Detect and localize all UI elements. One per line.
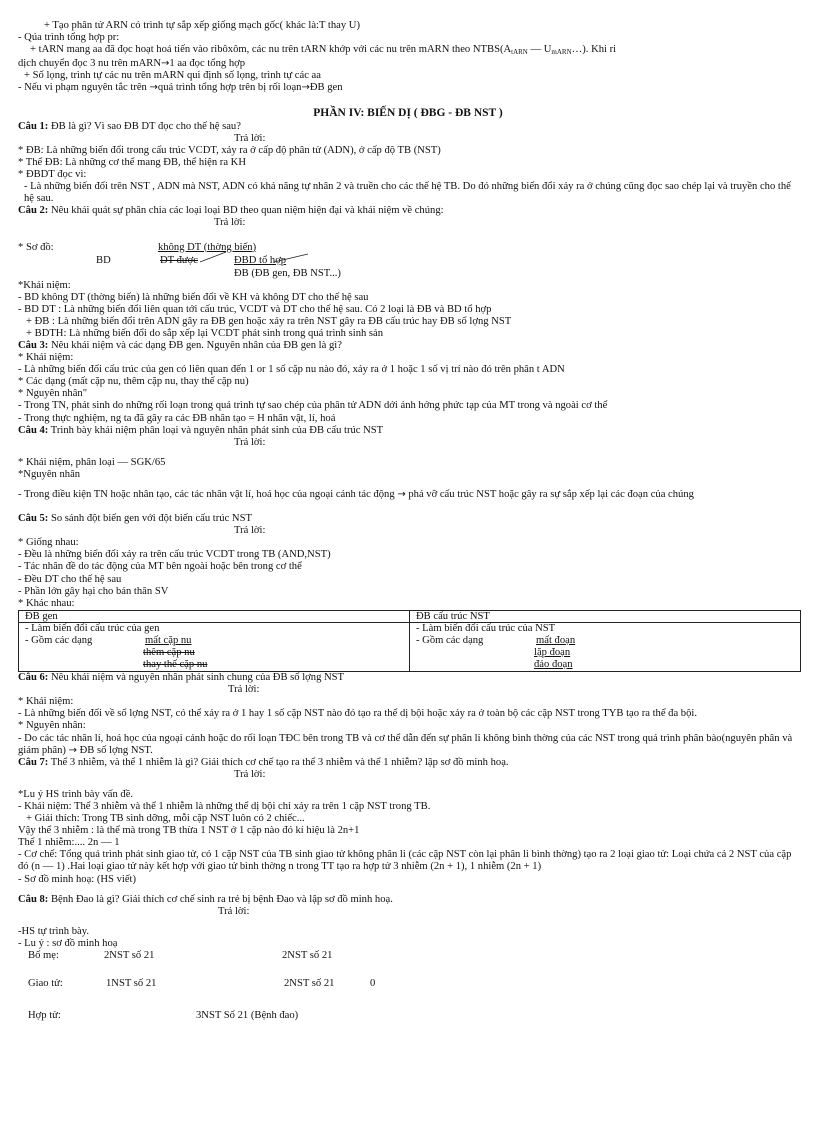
text-line: - Là những biến đổi cấu trúc của gen có liên quan đến 1 or 1 số cặp nu nào đó, xảy ra ở 1 hoặc 1 số vị trí nào đó trên phân t ADN bbox=[18, 364, 565, 376]
text-line: * ĐB: Là những biến đổi trong cấu trúc VCDT, xảy ra ở cấp độ phân tử (ADN), ở cấp độ TB (NST) bbox=[18, 144, 441, 156]
text-line: - Lu ý : sơ đồ minh hoạ bbox=[18, 937, 118, 949]
answer-heading: Trả lời: bbox=[218, 905, 250, 917]
answer-heading: Trả lời: bbox=[214, 217, 246, 229]
text-line: - Trong thực nghiệm, ng ta đã gây ra các ĐB nhân tạo = H nhân vật, lí, hoá bbox=[18, 412, 336, 424]
text-line: * Khái niệm: bbox=[18, 696, 74, 708]
text-line: * Thể ĐB: Là những cơ thể mang ĐB, thể hiện ra KH bbox=[18, 156, 246, 168]
table-cell-line: - Làm biến đổi cấu trúc của gen bbox=[25, 623, 160, 635]
text-paragraph: - Cơ chế: Tổng quá trình phát sinh giao tử, có 1 cặp NST của TB sinh giao tử không phân li (các cặp NST còn lại phân li bình thờng) tạo ra 2 loại giao tử: Loại chứa cả 2 NST của cặp đó (n — 1) .Hai loại giao tử này kết hợp với giao tử bình thờng n trong TT tạo ra hợp tử 3 nhiễm (2n + 1), 1 nhiễm (2n + 1) bbox=[18, 849, 792, 873]
table-header: ĐB cấu trúc NST bbox=[410, 610, 801, 623]
question-8: Câu 8: Bệnh Đao là gì? Giải thích cơ chế sinh ra trẻ bị bệnh Đao và lập sơ đồ minh hoạ. bbox=[18, 893, 393, 905]
question-2: Câu 2: Nêu khái quát sự phân chia các loại loại BD theo quan niệm hiện đại và khái niệm về chúng: bbox=[18, 205, 444, 217]
text-paragraph: - Trong điều kiện TN hoặc nhân tạo, các tác nhân vật lí, hoá học của ngoại cảnh tác động → phá vỡ cấu trúc NST hoặc gây ra sự sắp xếp lại các đoạn của chúng bbox=[18, 489, 694, 500]
intro-line: + Tạo phân tử ARN có trình tự sắp xếp giống mạch gốc( khác là:T thay U) bbox=[44, 20, 360, 31]
form-item: thay thế cặp nu bbox=[143, 659, 208, 671]
row-cell: 2NST số 21 bbox=[104, 950, 155, 961]
intro-line: dịch chuyển đọc 3 nu trên mARN→1 aa đọc tổng hợp bbox=[18, 58, 246, 70]
form-item: thêm cặp nu bbox=[143, 647, 195, 659]
answer-heading: Trả lời: bbox=[234, 132, 266, 144]
intro-line: + tARN mang aa đã đọc hoạt hoá tiến vào ribôxôm, các nu trên tARN khớp với các nu trên mARN theo $NTBS(A_{tARN}$ — $U_{mARN}\dots$). Khi ri bbox=[30, 44, 617, 57]
comparison-table bbox=[18, 610, 801, 672]
table-cell bbox=[410, 623, 801, 672]
answer-heading: Trả lời: bbox=[234, 768, 266, 780]
row-label: Giao tử: bbox=[28, 978, 63, 989]
form-item: mất đoạn bbox=[536, 635, 576, 647]
diagram-arrows bbox=[198, 250, 318, 264]
text-line: *Lu ý HS trình bày vấn đề. bbox=[18, 788, 134, 800]
answer-heading: Trả lời: bbox=[234, 436, 266, 448]
text-line: * Nguyên nhân: bbox=[18, 720, 86, 732]
text-line: - Tác nhân đề do tác động của MT bên ngoài hoặc bên trong cơ thể bbox=[18, 561, 302, 573]
text-line: -HS tự trình bày. bbox=[18, 925, 89, 937]
text-line: - Đều DT cho thế hệ sau bbox=[18, 573, 122, 585]
row-cell: 1NST số 21 bbox=[106, 978, 157, 989]
row-label: Hợp tử: bbox=[28, 1010, 61, 1021]
text-line: * Khác nhau: bbox=[18, 597, 75, 609]
text-line: *Nguyên nhân bbox=[18, 468, 81, 480]
text-paragraph: - Là những biến đổi trên NST , ADN mà NST, ADN có khả năng tự nhân 2 và truền cho các thế hệ TB. Do đó những biến đổi xảy ra ở chúng cũng đọc sao chép lại và truyền cho thế hệ sau. bbox=[24, 181, 791, 205]
text-line: * Giống nhau: bbox=[18, 537, 79, 549]
table-cell bbox=[19, 623, 410, 672]
row-cell: 0 bbox=[370, 978, 376, 989]
text-line: - Đều là những biến đổi xảy ra trên cấu trúc VCDT trong TB (AND,NST) bbox=[18, 549, 331, 561]
text-line: Thể 1 nhiễm:.... 2n — 1 bbox=[18, 837, 120, 849]
text-line: - BD DT : Là những biến đổi liên quan tới cấu trúc, VCDT và DT cho thế hệ sau. Có 2 loại là ĐB và BD tổ hợp bbox=[18, 303, 492, 315]
diagram-label: * Sơ đồ: bbox=[18, 241, 54, 253]
text-line: + Giải thích: Trong TB sinh dỡng, mỗi cặp NST luôn có 2 chiếc... bbox=[26, 813, 305, 825]
section-title: PHẦN IV: BIẾN DỊ ( ĐBG - ĐB NST ) bbox=[313, 106, 503, 119]
question-1: Câu 1: ĐB là gì? Vì sao ĐB DT đọc cho thế hệ sau? bbox=[18, 120, 241, 132]
form-item: mất cặp nu bbox=[145, 635, 192, 647]
table-cell-line: - Gồm các dạng bbox=[416, 635, 484, 647]
table-header: ĐB gen bbox=[19, 610, 410, 623]
text-paragraph: - Do các tác nhân lí, hoá học của ngoại cảnh hoặc do rối loạn TĐC bên trong TB và cơ thể dẫn đến sự phân li không bình thờng của các NST trong quá trình phân bào(nguyên phân và giảm phân) → ĐB số lợng NST. bbox=[18, 732, 793, 756]
form-item: đảo đoạn bbox=[534, 659, 573, 671]
intro-line: + Số lọng, trình tự các nu trên mARN qui định số lọng, trình tự các aa bbox=[24, 70, 321, 82]
document-page bbox=[18, 20, 798, 1034]
text-line: - Khái niệm: Thể 3 nhiễm và thể 1 nhiễm là những thể dị bội chỉ xảy ra trên 1 cặp NST trong TB. bbox=[18, 800, 431, 812]
down-syndrome-diagram bbox=[18, 950, 798, 1034]
dbd-node: ĐBD tổ hợp bbox=[234, 254, 287, 266]
question-6: Câu 6: Nêu khái niệm và nguyên nhân phát sinh chung của ĐB số lợng NST bbox=[18, 672, 345, 684]
text-line: - Phần lớn gây hại cho bản thân SV bbox=[18, 585, 169, 597]
answer-heading: Trả lời: bbox=[228, 684, 260, 696]
row-label: Bố mẹ: bbox=[28, 950, 59, 961]
text-line: + ĐB : Là những biến đổi trên ADN gây ra ĐB gen hoặc xảy ra trên NST gây ra ĐB cấu trúc hay ĐB số lợng NST bbox=[26, 315, 512, 327]
answer-heading: Trả lời: bbox=[234, 525, 266, 537]
question-7: Câu 7: Thể 3 nhiễm, và thể 1 nhiễm là gì? Giải thích cơ chế tạo ra thể 3 nhiễm và thể 1 nhiễm? lập sơ đồ minh hoạ. bbox=[18, 756, 509, 768]
text-line: * Khái niệm: bbox=[18, 352, 74, 364]
text-line: * Các dạng (mất cặp nu, thêm cặp nu, thay thế cặp nu) bbox=[18, 376, 249, 388]
heritable-node: DT được bbox=[160, 254, 198, 266]
db-node: ĐB (ĐB gen, ĐB NST...) bbox=[234, 267, 341, 279]
intro-line: - Nếu vi phạm nguyên tắc trên →quá trình tổng hợp trên bị rối loạn→ĐB gen bbox=[18, 82, 343, 94]
text-line: * ĐBDT đọc vì: bbox=[18, 169, 87, 181]
table-cell-line: - Gồm các dạng bbox=[25, 635, 93, 647]
text-line: * Khái niệm, phân loại — SGK/65 bbox=[18, 456, 166, 468]
row-cell: 3NST Số 21 (Bệnh đao) bbox=[196, 1010, 299, 1021]
not-heritable-node: không DT (thờng biến) bbox=[158, 241, 257, 253]
text-line: + BDTH: Là những biến đổi do sắp xếp lại VCDT phát sinh trong quá trình sinh sản bbox=[26, 327, 384, 339]
text-line: * Nguyên nhân" bbox=[18, 388, 88, 400]
text-paragraph: - Là những biến đổi về số lợng NST, có thể xảy ra ở 1 hay 1 số cặp NST nào đó tạo ra thể dị bội hoặc xảy ra ở toàn bộ các cặp NST trong TYB tạo ra thể đa bội. bbox=[18, 708, 697, 720]
text-line: - BD không DT (thờng biến) là những biến đổi về KH và không DT cho thế hệ sau bbox=[18, 291, 369, 303]
text-line: - Sơ đồ minh hoạ: (HS viết) bbox=[18, 873, 137, 885]
text-line: Vậy thể 3 nhiễm : là thể mà trong TB thừa 1 NST ở 1 cặp nào đó kí hiệu là 2n+1 bbox=[18, 825, 360, 837]
question-3: Câu 3: Nêu khái niệm và các dạng ĐB gen. Nguyên nhân của ĐB gen là gì? bbox=[18, 339, 342, 351]
classification-diagram bbox=[18, 242, 798, 280]
table-cell-line: - Làm biến đổi cấu trúc của NST bbox=[416, 623, 556, 635]
bd-node: BD bbox=[96, 254, 111, 266]
question-4: Câu 4: Trình bày khái niệm phân loại và nguyên nhân phát sinh của ĐB cấu trúc NST bbox=[18, 424, 384, 436]
question-5: Câu 5: So sánh đột biến gen với đột biến cấu trúc NST bbox=[18, 513, 252, 525]
form-item: lặp đoạn bbox=[534, 647, 571, 659]
text-line: *Khái niệm: bbox=[18, 279, 71, 291]
row-cell: 2NST số 21 bbox=[282, 950, 333, 961]
text-line: - Trong TN, phát sinh do những rối loạn trong quá trình tự sao chép của phân tử ADN dới ảnh hởng phức tạp của MT trong và ngoài cơ thể bbox=[18, 400, 608, 412]
intro-line: - Qúa trình tổng hợp pr: bbox=[18, 32, 120, 44]
row-cell: 2NST số 21 bbox=[284, 978, 335, 989]
